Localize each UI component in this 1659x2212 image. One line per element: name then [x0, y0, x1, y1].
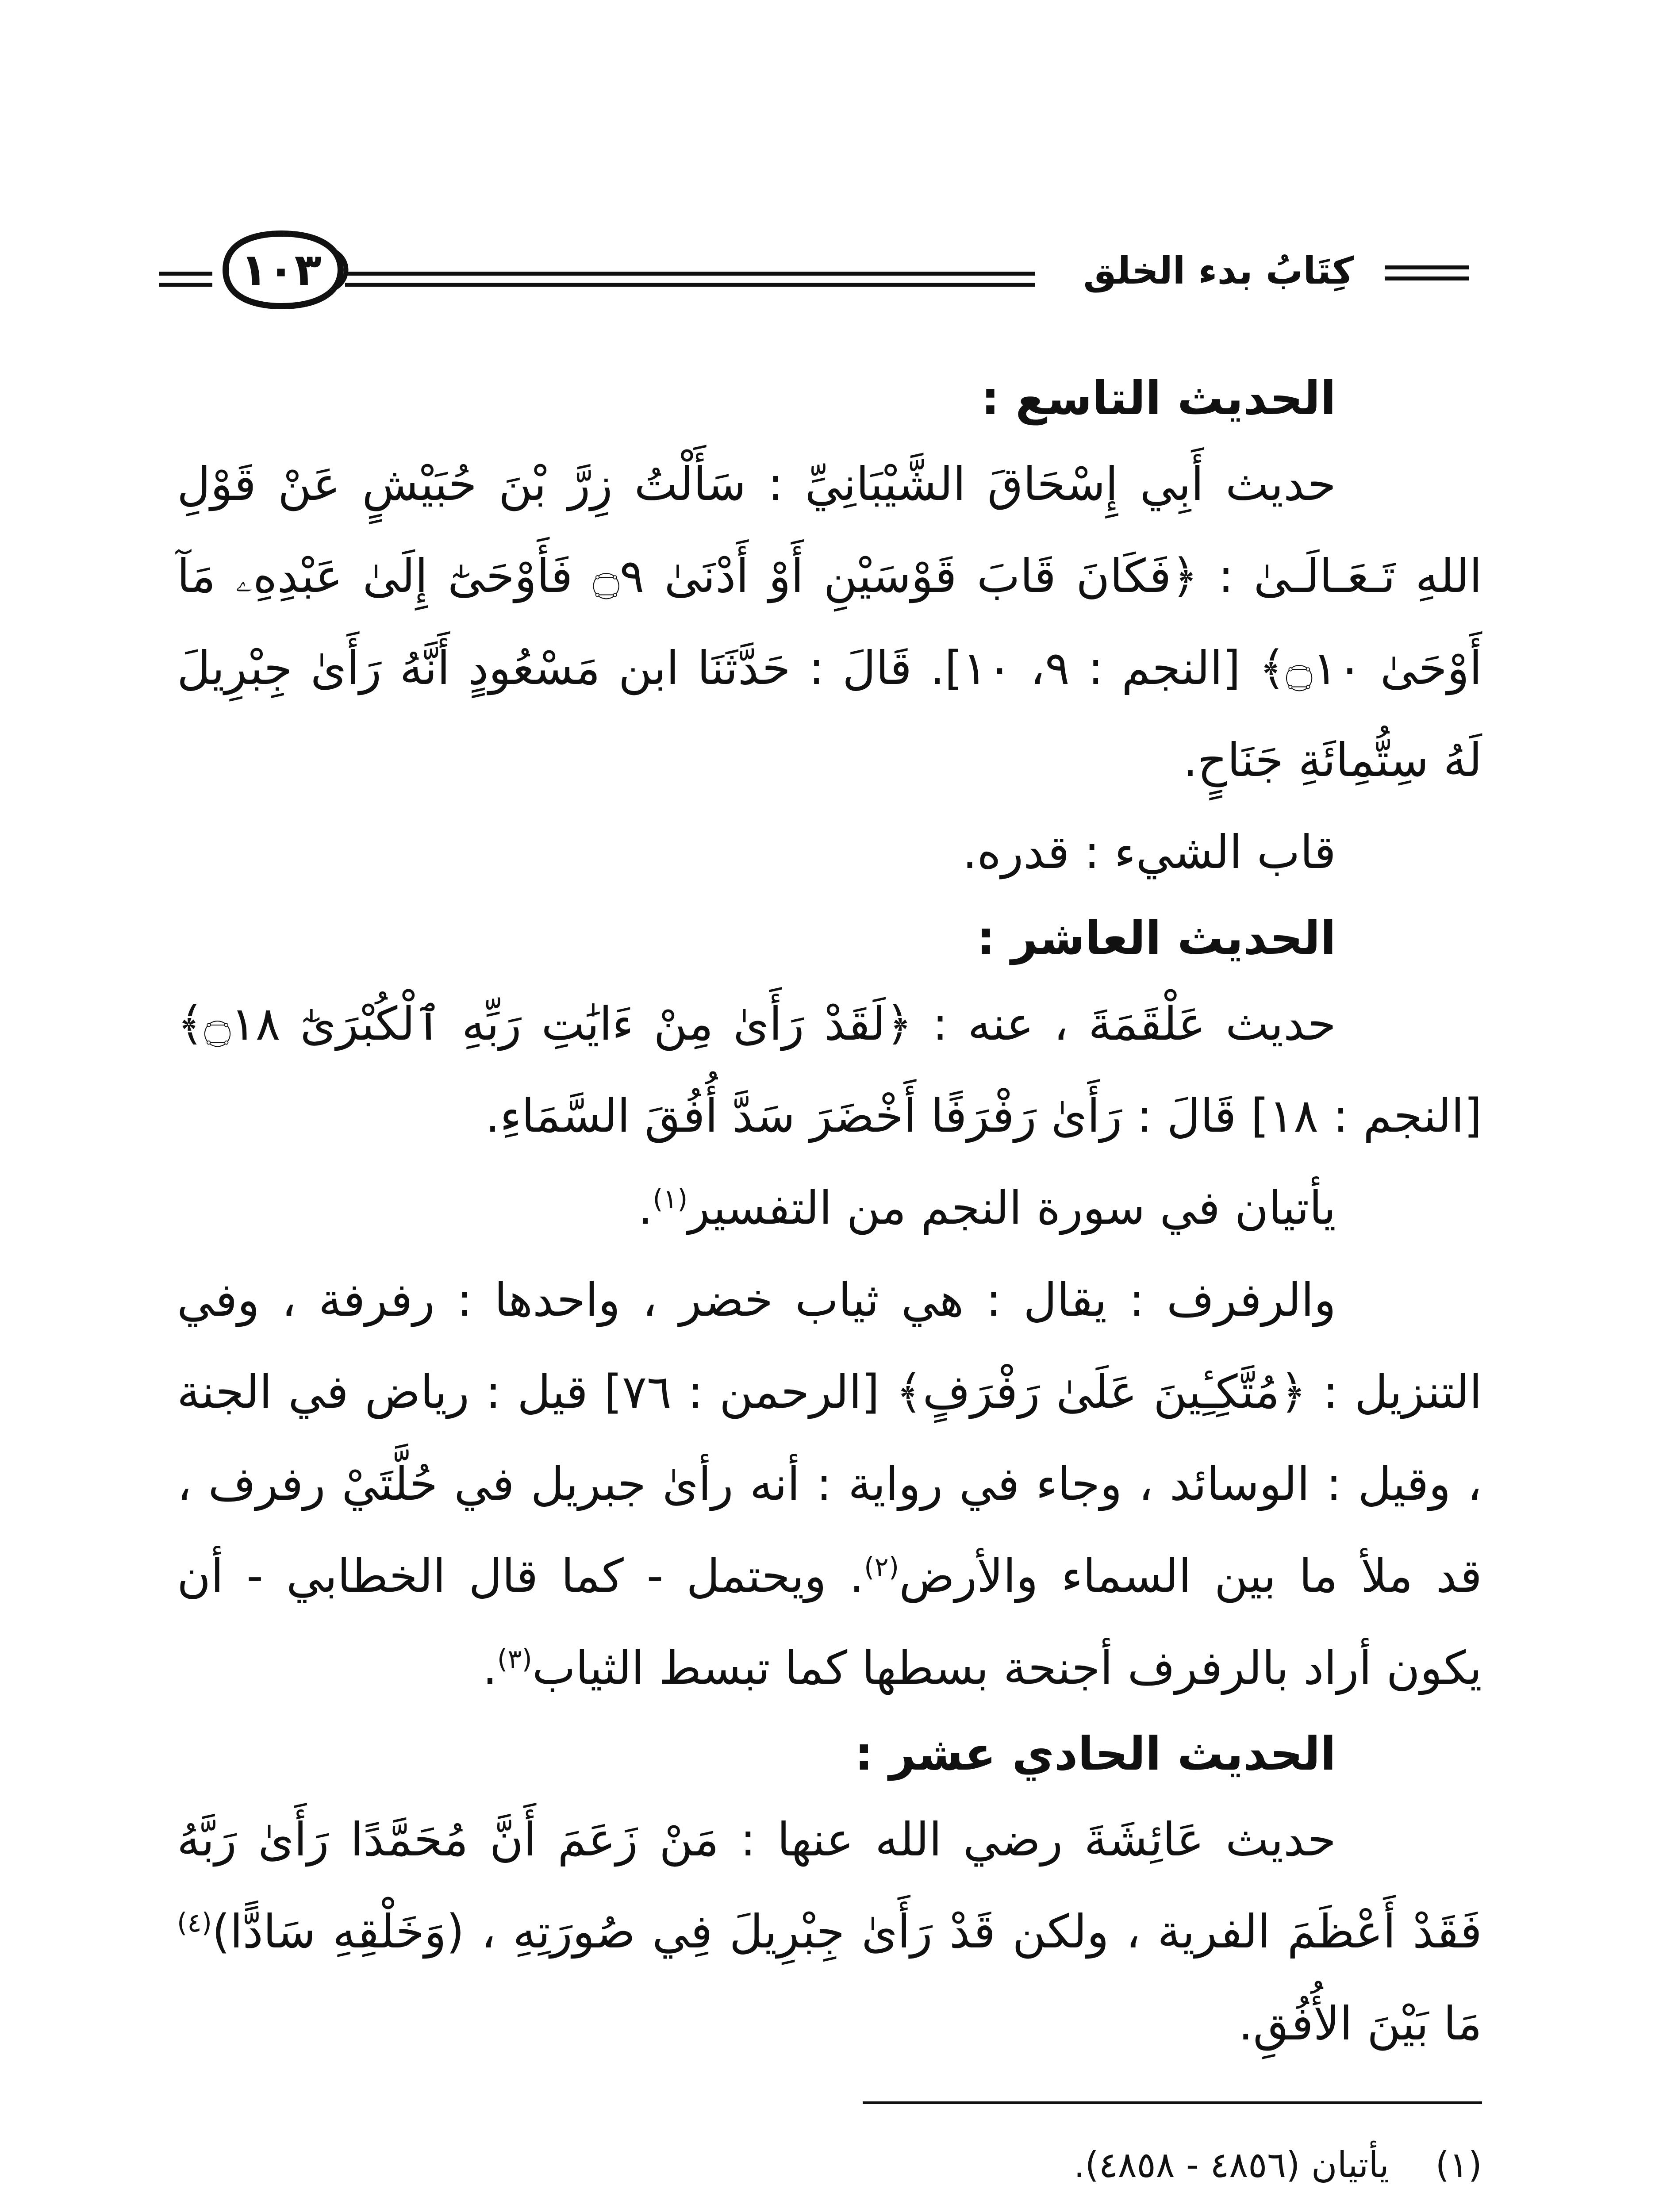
page-number-badge	[208, 226, 354, 314]
footnotes	[177, 2132, 1482, 2212]
header-rule-left	[159, 272, 212, 287]
footnote-text	[177, 2205, 1389, 2212]
section-heading-11: الحديث الحادي عشر :	[854, 1727, 1336, 1781]
hadith-11-part1: حديث عَائِشَةَ رضي الله عنها : مَنْ زَعَمَ أَنَّ مُحَمَّدًا رَأَىٰ رَبَّهُ فَقَدْ أَعْظَمَ الفرية ، ولكن قَدْ رَأَىٰ جِبْرِيلَ فِي صُورَتِهِ ، (وَخَلْقِهِ سَادًّا)	[177, 1813, 1482, 1959]
running-header	[159, 221, 1469, 336]
footnote-number: (١)	[1435, 2144, 1482, 2185]
section-heading-10: الحديث العاشر :	[976, 911, 1336, 965]
footnote-ref-4[interactable]: (٤)	[177, 1907, 212, 1939]
footnote-ref-1[interactable]: (١)	[653, 1183, 688, 1215]
footnote-ref-2[interactable]: (٢)	[864, 1551, 899, 1583]
hadith-10-note	[177, 1162, 1482, 1254]
hadith-10-text: حديث عَلْقَمَةَ ، عنه : ﴿لَقَدْ رَأَىٰ مِنْ ءَايَٰتِ رَبِّهِ ٱلْكُبْرَىٰٓ ۝١٨﴾ [النجم : ١٨] قَالَ : رَأَىٰ رَفْرَفًا أَخْضَرَ سَدَّ أُفُقَ السَّمَاءِ.	[177, 997, 1482, 1143]
header-rule-center	[345, 272, 1035, 287]
hadith-11-part2: مَا بَيْنَ الأُفُقِ.	[1238, 1997, 1482, 2051]
footnote-number	[1389, 2205, 1482, 2212]
rafraf-explanation-part2: . ويحتمل - كما قال الخطابي - أن يكون أراد بالرفرف أجنحة بسطها كما تبسط الثياب	[177, 1549, 1482, 1695]
header-rule-right	[1385, 265, 1469, 280]
hadith-9-text: حديث أَبِي إِسْحَاقَ الشَّيْبَانِيِّ : سَأَلْتُ زِرَّ بْنَ حُبَيْشٍ عَنْ قَوْلِ اللهِ تَـعَـالَـىٰ : ﴿فَكَانَ قَابَ قَوْسَيْنِ أَوْ أَدْنَىٰ ۝٩ فَأَوْحَىٰٓ إِلَىٰ عَبْدِهِۦ مَآ أَوْحَىٰ ۝١٠﴾ [النجم : ٩، ١٠]. قَالَ : حَدَّثَنَا ابن مَسْعُودٍ أَنَّهُ رَأَىٰ جِبْرِيلَ لَهُ سِتُّمِائَةِ جَنَاحٍ.	[177, 457, 1482, 787]
footnote-text: يأتيان (٤٨٥٦ - ٤٨٥٨).	[1074, 2144, 1389, 2185]
hadith-9-gloss: قاب الشيء : قدره.	[962, 825, 1336, 879]
footnote-separator	[863, 2101, 1482, 2104]
hadith-11-text	[177, 1793, 1482, 2070]
rafraf-explanation-part1: والرفرف : يقال : هي ثياب خضر ، واحدها : رفرفة ، وفي التنزيل : ﴿مُتَّكِـِٔينَ عَلَىٰ رَفْرَفٍ﴾ [الرحمن : ٧٦] قيل : رياض في الجنة ، وقيل : الوسائد ، وجاء في رواية : أنه رأىٰ جبريل في حُلَّتَيْ رفرف ، قد ملأ ما بين السماء والأرض	[177, 1273, 1482, 1603]
hadith-10-note-text: يأتيان في سورة النجم من التفسير	[687, 1181, 1336, 1235]
period: .	[482, 1641, 497, 1695]
section-heading-9: الحديث التاسع :	[981, 371, 1336, 425]
footnote-1	[177, 2132, 1482, 2198]
main-text	[177, 358, 1482, 2070]
rafraf-explanation	[177, 1254, 1482, 1714]
period: .	[638, 1181, 653, 1235]
footnote-2	[177, 2205, 1482, 2212]
page-number: ١٠٣	[240, 244, 322, 296]
book-title: كِتَابُ بدء الخلق	[1083, 249, 1354, 292]
footnote-ref-3[interactable]: (٣)	[497, 1644, 532, 1675]
